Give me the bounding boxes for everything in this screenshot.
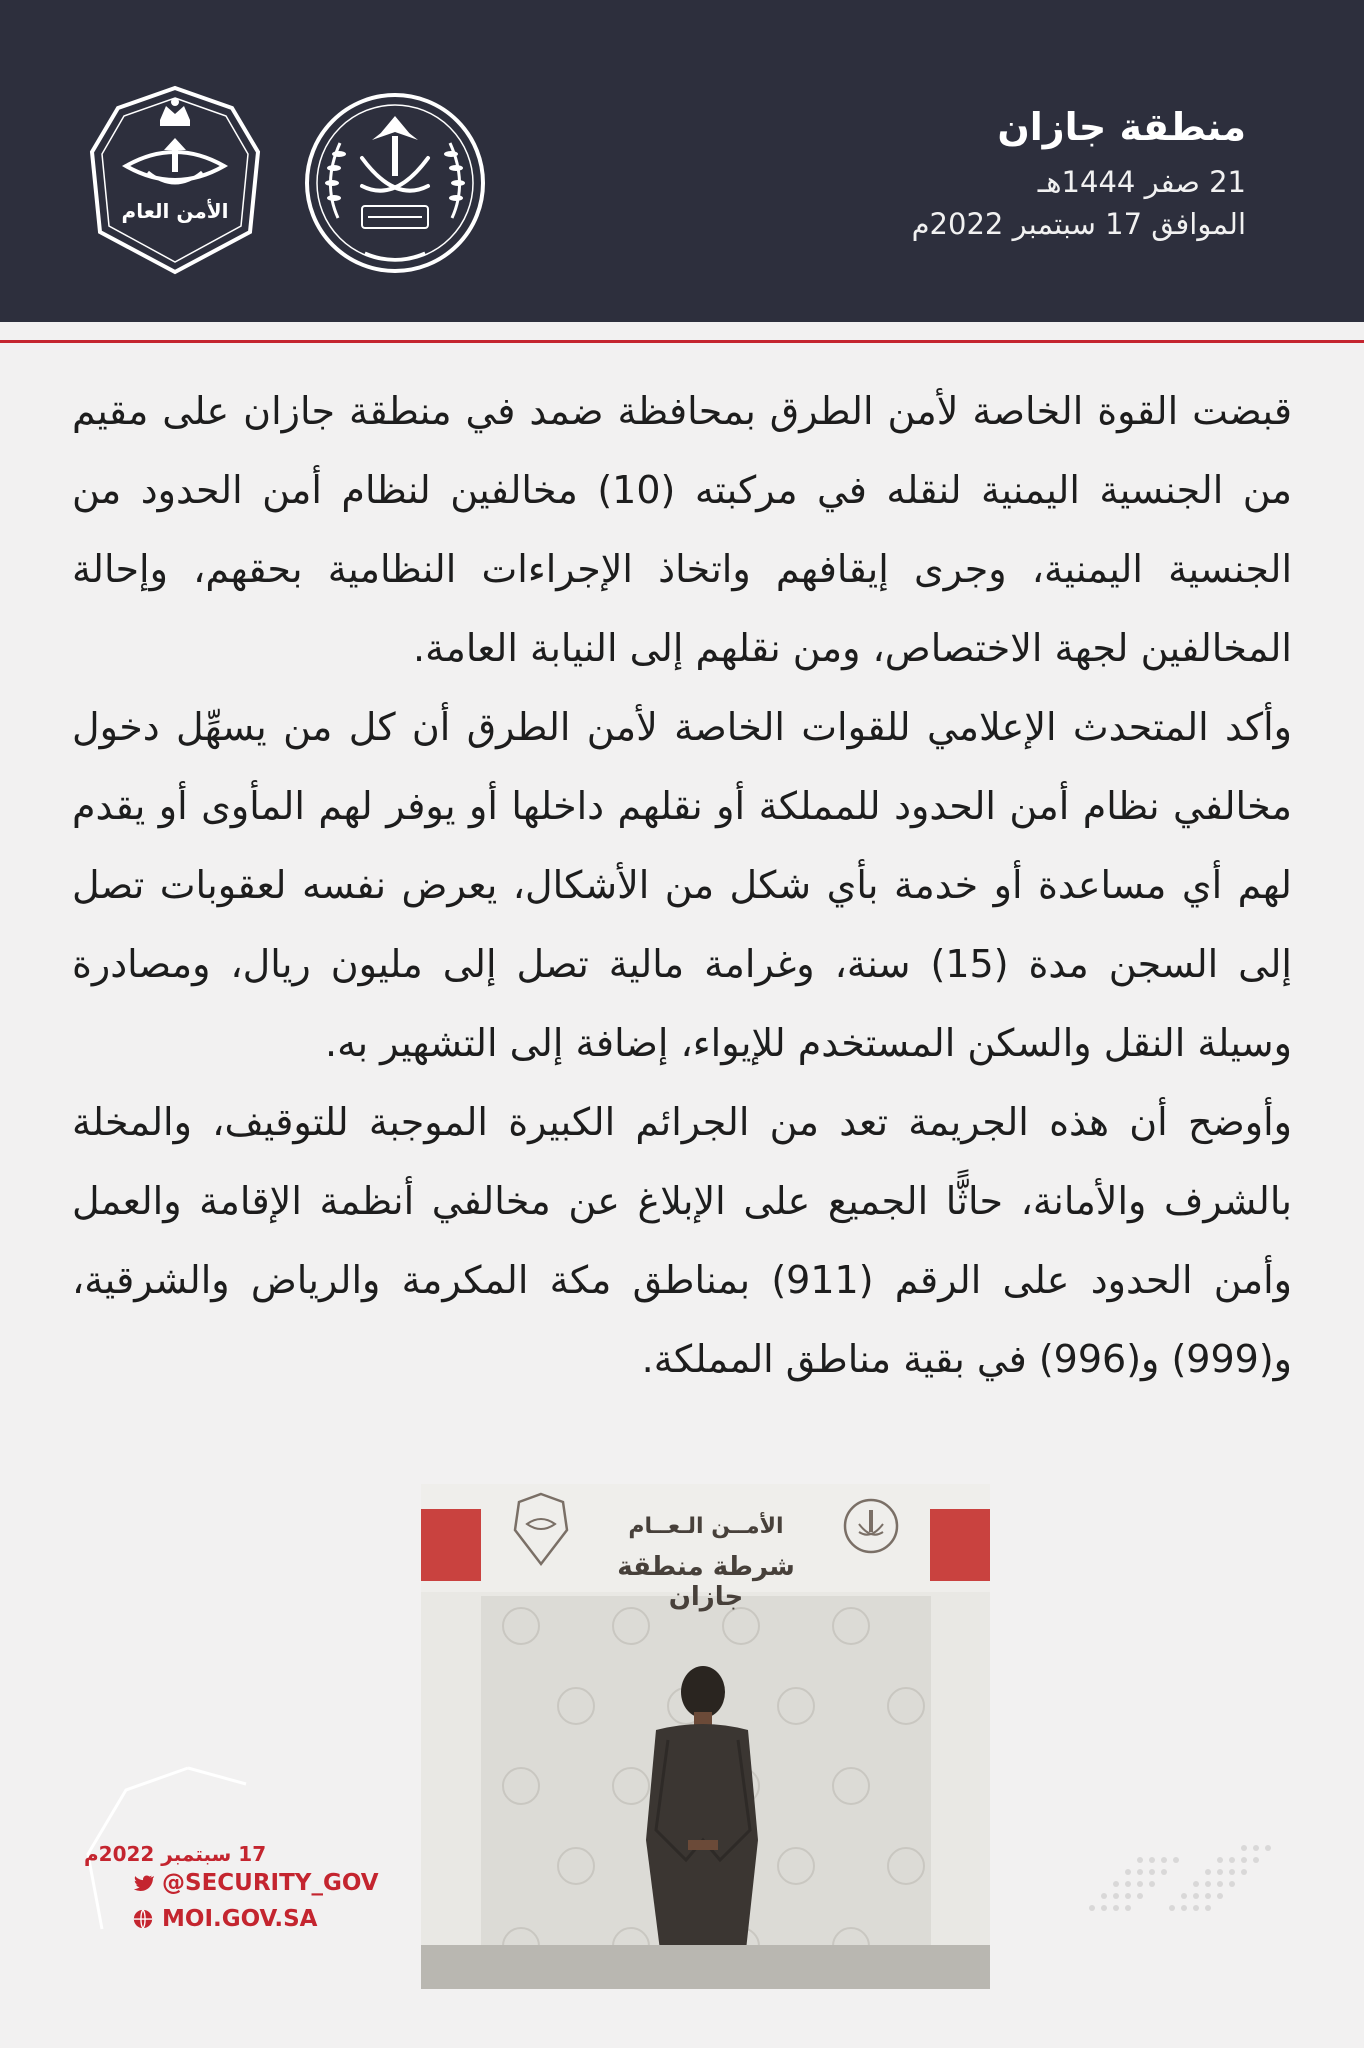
detained-person-figure: [626, 1660, 776, 1960]
twitter-handle: @SECURITY_GOV: [162, 1870, 379, 1896]
hijri-date: 21 صفر 1444هـ: [1037, 165, 1246, 199]
article-paragraph-2: وأكد المتحدث الإعلامي للقوات الخاصة لأمن الطرق أن كل من يسهِّل دخول مخالفي نظام أمن الحدود للمملكة أو نقلهم داخلها أو يوفر لهم المأوى أو يقدم لهم أي مساعدة أو خدمة بأي شكل من الأشكال، يعرض نفسه لعقوبات تصل إلى السجن مدة (15) سنة، وغرامة مالية تصل إلى مليون ريال، ومصادرة وسيلة النقل والسكن المستخدم للإيواء، إضافة إلى التشهير به.: [72, 705, 1292, 1065]
badge-text: الأمن العام: [121, 199, 229, 223]
gregorian-date: الموافق 17 سبتمبر 2022م: [911, 207, 1246, 241]
footer-date: 17 سبتمبر 2022م: [84, 1842, 267, 1866]
header-text-block: [912, 105, 1246, 245]
photo-caption-police: شرطة منطقة جازان: [617, 1552, 795, 1612]
ministry-emblem-icon: [300, 88, 490, 278]
photo-caption-security: الأمــن الـعــام: [628, 1514, 784, 1539]
twitter-icon: [132, 1872, 154, 1894]
public-security-badge-icon: [82, 82, 268, 278]
arrest-photo: [421, 1484, 990, 1989]
website-url: MOI.GOV.SA: [162, 1906, 318, 1932]
dots-pattern-icon: [1082, 1838, 1272, 1928]
article-body: [72, 372, 1292, 1399]
header-divider: [0, 340, 1364, 343]
footer-website[interactable]: [132, 1906, 318, 1932]
globe-icon: [132, 1908, 154, 1930]
article-paragraph-1: قبضت القوة الخاصة لأمن الطرق بمحافظة ضمد في منطقة جازان على مقيم من الجنسية اليمنية لنقله في مركبته (10) مخالفين لنظام أمن الحدود من الجنسية اليمنية، وجرى إيقافهم واتخاذ الإجراءات النظامية بحقهم، وإحالة المخالفين لجهة الاختصاص، ومن نقلهم إلى النيابة العامة.: [72, 389, 1292, 670]
footer-twitter[interactable]: [132, 1870, 379, 1896]
header-bar: [0, 0, 1364, 322]
photo-security-badge-icon: [511, 1490, 571, 1570]
photo-ministry-emblem-icon: [841, 1494, 901, 1564]
article-paragraph-3: وأوضح أن هذه الجريمة تعد من الجرائم الكبيرة الموجبة للتوقيف، والمخلة بالشرف والأمانة، حاثًّا الجميع على الإبلاغ عن مخالفي أنظمة الإقامة والعمل وأمن الحدود على الرقم (911) بمناطق مكة المكرمة والرياض والشرقية، و(999) و(996) في بقية مناطق المملكة.: [72, 1100, 1292, 1381]
region-title: منطقة جازان: [997, 105, 1246, 149]
